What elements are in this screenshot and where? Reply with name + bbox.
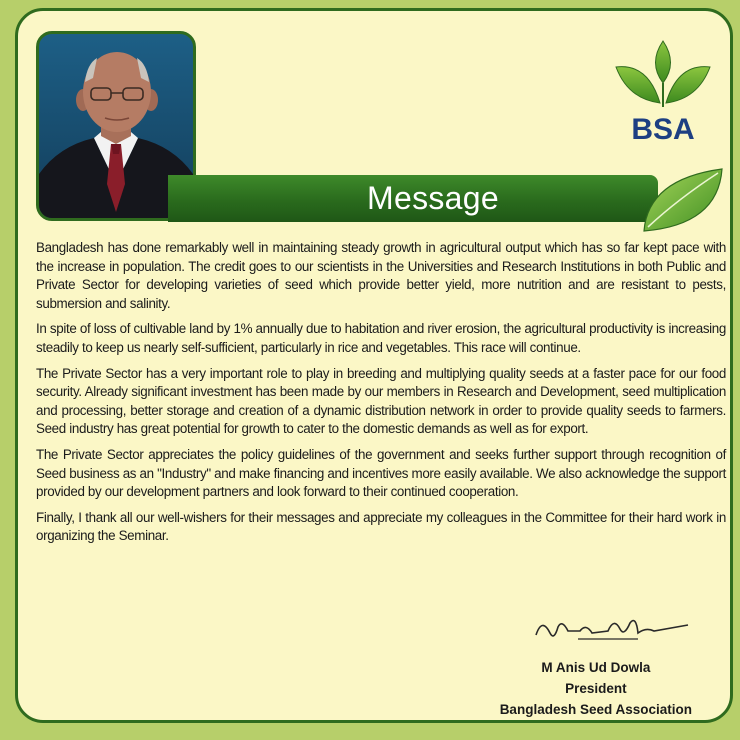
paragraph-2: In spite of loss of cultivable land by 1% annually due to habitation and river erosion, the agricultural productivity is increasing steadily to keep us nearly self-sufficient, particularly in rice and vegetables. This race will continue.	[36, 321, 726, 355]
handwritten-signature	[528, 609, 698, 649]
paragraph-4: The Private Sector appreciates the policy guidelines of the government and seeks further support through recognition of Seed business as an "Industry" and make financing and incentives more easily available. We also acknowledge the support provided by our development partners and look forward to their continued cooperation.	[36, 446, 726, 500]
page-title: Message	[367, 180, 499, 216]
paragraph-1: Bangladesh has done remarkably well in maintaining steady growth in agricultural output which has so far kept pace with the increase in population. The credit goes to our scientists in the Universities and Research Institutions in both Public and Private Sector for developing varieties of seed which provide better yield, more nutrition and are resistant to pests, submersion and salinity.	[36, 240, 726, 311]
signatory-name: M Anis Ud Dowla	[541, 660, 651, 675]
banner-leaf	[638, 159, 728, 239]
message-panel	[15, 8, 733, 723]
leaf-logo-icon	[608, 37, 718, 117]
signatory-role: President	[565, 681, 627, 696]
logo-text: BSA	[631, 113, 695, 146]
leaf-icon	[638, 159, 728, 239]
paragraph-5: Finally, I thank all our well-wishers for their messages and appreciate my colleagues in the Committee for their hard work in organizing the Seminar.	[36, 509, 726, 544]
message-body	[36, 239, 726, 553]
signatory-block	[500, 657, 692, 720]
message-banner	[168, 175, 658, 222]
signatory-organization: Bangladesh Seed Association	[499, 702, 692, 717]
bsa-logo	[608, 37, 718, 157]
paragraph-3: The Private Sector has a very important role to play in breeding and multiplying quality seeds at a faster pace for our food security. Already significant investment has been made by our members in Research and Development, seed multiplication and processing, better storage and creation of a dynamic distribution network in order to provide quality seeds to farmers. Seed industry has great potential for growth to cater to the domestic demands as well as for export.	[36, 365, 726, 437]
